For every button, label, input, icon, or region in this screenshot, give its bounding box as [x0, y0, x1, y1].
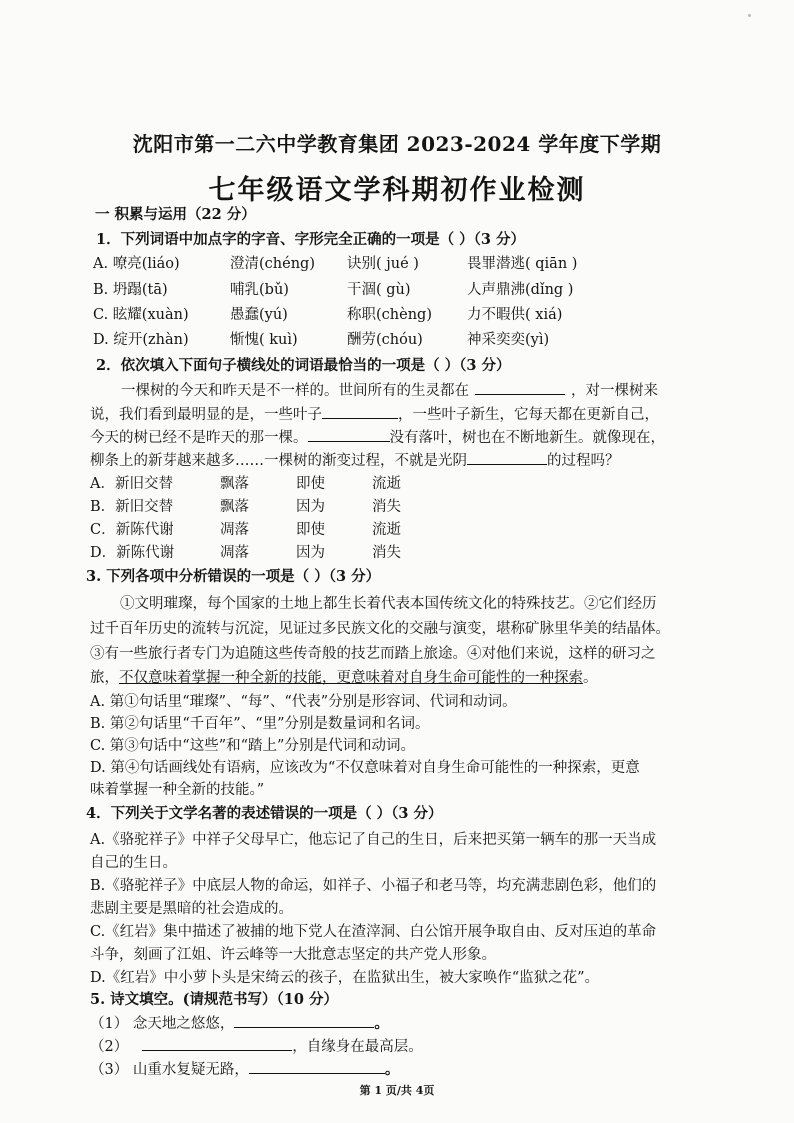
q3-option-c: C. 第③句话中“这些”和“踏上”分别是代词和动词。 [90, 738, 415, 754]
q1-option-c3: 称职(chèng) [347, 307, 432, 323]
q4-stem: 4．下列关于文学名著的表述错误的一项是（ ）（3 分） [86, 805, 443, 822]
q5-stem: 5. 诗文填空。(请规范书写）（10 分） [90, 991, 339, 1008]
q2-passage-line4: 柳条上的新芽越来越多……一棵树的渐变过程，不就是光阴 的过程吗？ [90, 450, 620, 471]
q3-passage-line3: ③有一些旅行者专门为追随这些传奇般的技艺而踏上旅途。④对他们来说，这样的研习之 [90, 646, 656, 662]
q3-passage-line1: ①文明璀璨，每个国家的土地上都生长着代表本国传统文化的特殊技艺。②它们经历 [120, 596, 657, 612]
q2-option-b4: 消失 [372, 499, 401, 515]
q2-option-b1: B．新旧交替 [90, 499, 174, 515]
section-heading: 一 积累与运用（22 分） [95, 206, 256, 223]
q1-option-d3: 酬劳(chóu) [347, 332, 423, 348]
q1-option-a2: 澄清(chéng) [230, 256, 315, 272]
q1-option-c1: C. 眩耀(xuàn) [93, 307, 189, 323]
q3-option-d: D. 第④句话画线处有语病，应该改为“不仅意味着对自身生命可能性的一种探索，更意 [90, 760, 640, 776]
q2-blank-3 [308, 427, 390, 442]
q1-option-c4: 力不暇供( xiá) [467, 307, 563, 323]
q3-option-a: A. 第①句话里“璀璨”、“每”、“代表”分别是形容词、代词和动词。 [90, 694, 517, 710]
q2-option-d3: 因为 [296, 545, 325, 561]
q2-option-a4: 流逝 [372, 476, 401, 492]
q1-option-a1: A. 嘹亮(liáo) [93, 256, 180, 272]
q5-item-2: （2） ，自缘身在最高层。 [90, 1036, 423, 1057]
q2-option-c2: 凋落 [220, 522, 249, 538]
q1-option-b1: B. 坍蹋(tā) [93, 282, 168, 298]
q2-stem: 2．依次填入下面句子横线处的词语最恰当的一项是（ ）（3 分） [96, 357, 511, 374]
q5-blank-3 [249, 1059, 385, 1074]
q2-option-d1: D．新陈代谢 [90, 545, 175, 561]
q5-item-3: （3） 山重水复疑无路， 。 [90, 1061, 400, 1078]
page-number: 第 1 页/共 4页 [359, 1084, 435, 1097]
q2-option-c1: C．新陈代谢 [90, 522, 174, 538]
q2-option-c4: 流逝 [372, 522, 401, 538]
q1-option-b4: 人声鼎沸(dǐng ) [467, 282, 574, 298]
q3-stem: 3. 下列各项中分析错误的一项是（ ）（3 分） [86, 568, 381, 585]
q1-option-a3: 诀别( jué ) [347, 256, 419, 272]
q2-passage-line2: 说，我们看到最明显的是，一些叶子 ，一些叶子新生，它每天都在更新自己， [90, 404, 659, 425]
q1-stem: 1．下列词语中加点字的字音、字形完全正确的一项是（ ）（3 分） [96, 231, 526, 248]
q4-line-1: A.《骆驼祥子》中祥子父母早亡，他忘记了自己的生日，后来把买第一辆车的那一天当成 [90, 832, 657, 848]
exam-title-line1: 沈阳市第一二六中学教育集团 2023-2024 学年度下学期 [132, 132, 662, 156]
q4-line-6: 斗争，刻画了江姐、许云峰等一大批意志坚定的共产党人形象。 [90, 947, 496, 963]
q4-line-3: B.《骆驼祥子》中底层人物的命运，如祥子、小福子和老马等，均充满悲剧色彩，他们的 [90, 878, 657, 894]
q1-option-b3: 干涸( gù) [347, 282, 411, 298]
q2-option-a2: 飘落 [220, 476, 249, 492]
q5-item-1: （1） 念天地之悠悠， 。 [90, 1015, 389, 1032]
q5-blank-1 [234, 1013, 374, 1028]
q3-passage-line2: 过千百年历史的流转与沉淀，见证过多民族文化的交融与演变，堪称矿脉里华美的结晶体。 [90, 621, 670, 637]
q2-option-a1: A．新旧交替 [90, 476, 173, 492]
q2-passage-line1: 一棵树的今天和昨天是不一样的。世间所有的生灵都在 ，对一棵树来 [121, 380, 658, 401]
q2-passage-line3: 今天的树已经不是昨天的那一棵。 没有落叶，树也在不断地新生。就像现在， [90, 427, 665, 448]
q2-option-d2: 凋落 [220, 545, 249, 561]
q3-option-b: B. 第②句话里“千百年”、“里”分别是数量词和名词。 [90, 716, 430, 732]
q4-line-4: 悲剧主要是黑暗的社会造成的。 [90, 901, 293, 917]
q1-option-d1: D. 绽开(zhàn) [93, 332, 189, 348]
q2-option-d4: 消失 [372, 545, 401, 561]
q2-blank-4 [467, 450, 547, 465]
q3-option-d-cont: 味着掌握一种全新的技能。” [90, 782, 265, 798]
q4-line-5: C.《红岩》集中描述了被捕的地下党人在渣滓洞、白公馆开展争取自由、反对压迫的革命 [90, 924, 657, 940]
q2-option-b3: 因为 [296, 499, 325, 515]
q2-blank-2 [322, 404, 398, 419]
q3-passage-line4: 旅，不仅意味着掌握一种全新的技能，更意味着对自身生命可能性的一种探索。 [90, 670, 598, 686]
q1-option-c2: 愚蠢(yú) [230, 307, 288, 323]
q2-option-b2: 飘落 [220, 499, 249, 515]
scan-speck [748, 14, 751, 17]
q5-blank-2 [142, 1036, 292, 1051]
q2-option-a3: 即使 [296, 476, 325, 492]
q4-line-7: D.《红岩》中小萝卜头是宋绮云的孩子，在监狱出生，被大家唤作“监狱之花”。 [90, 970, 600, 986]
q1-option-b2: 哺乳(bǔ) [230, 282, 289, 298]
q3-underlined-text: 不仅意味着掌握一种全新的技能，更意味着对自身生命可能性的一种探索 [119, 670, 583, 686]
q1-option-d4: 神采奕奕(yì) [467, 332, 550, 348]
exam-title-line2: 七年级语文学科期初作业检测 [208, 175, 586, 206]
q4-line-2: 自己的生日。 [90, 855, 177, 871]
q1-option-d2: 惭愧( kuì) [230, 332, 298, 348]
q2-option-c3: 即使 [296, 522, 325, 538]
q1-option-a4: 畏罪潜逃( qiān ) [467, 256, 578, 272]
q2-blank-1 [475, 380, 565, 395]
